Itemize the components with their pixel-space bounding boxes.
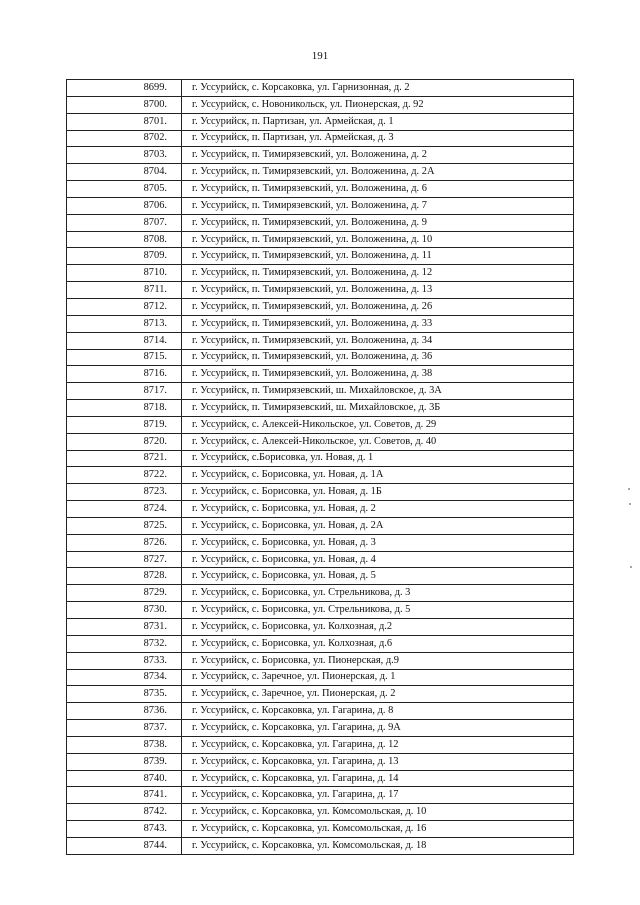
table-row xyxy=(67,669,574,686)
row-number: 8709. xyxy=(67,248,182,265)
table-row xyxy=(67,298,574,315)
address-cell: г. Уссурийск, п. Тимирязевский, ш. Михайловское, д. 3А xyxy=(182,383,574,400)
address-cell: г. Уссурийск, с. Корсаковка, ул. Гагарина, д. 14 xyxy=(182,770,574,787)
row-number: 8717. xyxy=(67,383,182,400)
row-number: 8714. xyxy=(67,332,182,349)
address-table-body xyxy=(67,80,574,855)
row-number: 8703. xyxy=(67,147,182,164)
table-row xyxy=(67,315,574,332)
row-number: 8738. xyxy=(67,736,182,753)
table-row xyxy=(67,837,574,854)
address-cell: г. Уссурийск, с. Борисовка, ул. Новая, д. 2А xyxy=(182,517,574,534)
address-cell: г. Уссурийск, с. Борисовка, ул. Колхозная, д.2 xyxy=(182,619,574,636)
row-number: 8739. xyxy=(67,753,182,770)
row-number: 8719. xyxy=(67,416,182,433)
address-cell: г. Уссурийск, с. Корсаковка, ул. Комсомольская, д. 18 xyxy=(182,837,574,854)
table-row xyxy=(67,753,574,770)
table-row xyxy=(67,433,574,450)
address-cell: г. Уссурийск, с. Корсаковка, ул. Гарнизонная, д. 2 xyxy=(182,80,574,97)
table-row xyxy=(67,720,574,737)
scan-speck xyxy=(630,566,632,568)
table-row xyxy=(67,197,574,214)
page-number: 191 xyxy=(311,50,329,62)
row-number: 8740. xyxy=(67,770,182,787)
table-row xyxy=(67,96,574,113)
table-row xyxy=(67,130,574,147)
row-number: 8734. xyxy=(67,669,182,686)
table-row xyxy=(67,568,574,585)
row-number: 8744. xyxy=(67,837,182,854)
address-cell: г. Уссурийск, с. Борисовка, ул. Колхозная, д.6 xyxy=(182,635,574,652)
table-row xyxy=(67,501,574,518)
table-row xyxy=(67,821,574,838)
scan-speck xyxy=(628,488,630,490)
address-cell: г. Уссурийск, п. Тимирязевский, ш. Михайловское, д. 3Б xyxy=(182,400,574,417)
row-number: 8741. xyxy=(67,787,182,804)
address-cell: г. Уссурийск, п. Тимирязевский, ул. Воложенина, д. 26 xyxy=(182,298,574,315)
address-cell: г. Уссурийск, п. Тимирязевский, ул. Воложенина, д. 7 xyxy=(182,197,574,214)
row-number: 8723. xyxy=(67,484,182,501)
address-cell: г. Уссурийск, п. Тимирязевский, ул. Воложенина, д. 36 xyxy=(182,349,574,366)
address-cell: г. Уссурийск, с. Борисовка, ул. Стрельникова, д. 5 xyxy=(182,602,574,619)
row-number: 8706. xyxy=(67,197,182,214)
table-row xyxy=(67,332,574,349)
table-row xyxy=(67,113,574,130)
table-row xyxy=(67,147,574,164)
row-number: 8715. xyxy=(67,349,182,366)
address-table xyxy=(66,79,574,855)
scan-speck xyxy=(629,503,631,505)
table-row xyxy=(67,181,574,198)
row-number: 8711. xyxy=(67,282,182,299)
table-row xyxy=(67,484,574,501)
table-row xyxy=(67,164,574,181)
table-row xyxy=(67,265,574,282)
row-number: 8700. xyxy=(67,96,182,113)
table-row xyxy=(67,517,574,534)
row-number: 8727. xyxy=(67,551,182,568)
address-cell: г. Уссурийск, с. Борисовка, ул. Новая, д. 2 xyxy=(182,501,574,518)
row-number: 8722. xyxy=(67,467,182,484)
address-cell: г. Уссурийск, п. Тимирязевский, ул. Воложенина, д. 38 xyxy=(182,366,574,383)
address-cell: г. Уссурийск, с. Борисовка, ул. Новая, д. 5 xyxy=(182,568,574,585)
address-cell: г. Уссурийск, с. Корсаковка, ул. Гагарина, д. 13 xyxy=(182,753,574,770)
table-row xyxy=(67,366,574,383)
address-cell: г. Уссурийск, п. Тимирязевский, ул. Воложенина, д. 2А xyxy=(182,164,574,181)
row-number: 8702. xyxy=(67,130,182,147)
address-cell: г. Уссурийск, п. Тимирязевский, ул. Воложенина, д. 12 xyxy=(182,265,574,282)
table-row xyxy=(67,585,574,602)
row-number: 8728. xyxy=(67,568,182,585)
address-cell: г. Уссурийск, с. Алексей-Никольское, ул. Советов, д. 40 xyxy=(182,433,574,450)
table-row xyxy=(67,736,574,753)
row-number: 8699. xyxy=(67,80,182,97)
row-number: 8707. xyxy=(67,214,182,231)
row-number: 8733. xyxy=(67,652,182,669)
address-cell: г. Уссурийск, п. Тимирязевский, ул. Воложенина, д. 2 xyxy=(182,147,574,164)
row-number: 8742. xyxy=(67,804,182,821)
table-row xyxy=(67,231,574,248)
table-row xyxy=(67,619,574,636)
address-cell: г. Уссурийск, с. Борисовка, ул. Новая, д. 3 xyxy=(182,534,574,551)
row-number: 8718. xyxy=(67,400,182,417)
table-row xyxy=(67,467,574,484)
row-number: 8726. xyxy=(67,534,182,551)
address-cell: г. Уссурийск, п. Тимирязевский, ул. Воложенина, д. 10 xyxy=(182,231,574,248)
address-cell: г. Уссурийск, с. Корсаковка, ул. Гагарина, д. 12 xyxy=(182,736,574,753)
row-number: 8701. xyxy=(67,113,182,130)
table-row xyxy=(67,450,574,467)
address-cell: г. Уссурийск, с. Алексей-Никольское, ул. Советов, д. 29 xyxy=(182,416,574,433)
row-number: 8743. xyxy=(67,821,182,838)
table-row xyxy=(67,652,574,669)
row-number: 8737. xyxy=(67,720,182,737)
address-cell: г. Уссурийск, с. Корсаковка, ул. Комсомольская, д. 16 xyxy=(182,821,574,838)
table-row xyxy=(67,248,574,265)
address-cell: г. Уссурийск, п. Тимирязевский, ул. Воложенина, д. 34 xyxy=(182,332,574,349)
row-number: 8712. xyxy=(67,298,182,315)
row-number: 8730. xyxy=(67,602,182,619)
table-row xyxy=(67,551,574,568)
table-row xyxy=(67,770,574,787)
address-cell: г. Уссурийск, с. Корсаковка, ул. Комсомольская, д. 10 xyxy=(182,804,574,821)
address-cell: г. Уссурийск, с. Заречное, ул. Пионерская, д. 2 xyxy=(182,686,574,703)
row-number: 8731. xyxy=(67,619,182,636)
address-cell: г. Уссурийск, п. Тимирязевский, ул. Воложенина, д. 11 xyxy=(182,248,574,265)
row-number: 8720. xyxy=(67,433,182,450)
address-cell: г. Уссурийск, с. Новоникольск, ул. Пионерская, д. 92 xyxy=(182,96,574,113)
row-number: 8736. xyxy=(67,703,182,720)
address-cell: г. Уссурийск, с. Заречное, ул. Пионерская, д. 1 xyxy=(182,669,574,686)
table-row xyxy=(67,282,574,299)
table-row xyxy=(67,804,574,821)
address-cell: г. Уссурийск, с. Борисовка, ул. Новая, д. 4 xyxy=(182,551,574,568)
table-row xyxy=(67,349,574,366)
table-row xyxy=(67,383,574,400)
table-row xyxy=(67,686,574,703)
row-number: 8713. xyxy=(67,315,182,332)
address-cell: г. Уссурийск, п. Партизан, ул. Армейская, д. 1 xyxy=(182,113,574,130)
table-row xyxy=(67,416,574,433)
row-number: 8705. xyxy=(67,181,182,198)
row-number: 8729. xyxy=(67,585,182,602)
address-cell: г. Уссурийск, с. Борисовка, ул. Новая, д. 1А xyxy=(182,467,574,484)
address-cell: г. Уссурийск, с. Борисовка, ул. Новая, д. 1Б xyxy=(182,484,574,501)
row-number: 8735. xyxy=(67,686,182,703)
address-cell: г. Уссурийск, п. Тимирязевский, ул. Воложенина, д. 6 xyxy=(182,181,574,198)
table-row xyxy=(67,400,574,417)
row-number: 8708. xyxy=(67,231,182,248)
address-cell: г. Уссурийск, п. Тимирязевский, ул. Воложенина, д. 33 xyxy=(182,315,574,332)
address-cell: г. Уссурийск, с. Корсаковка, ул. Гагарина, д. 17 xyxy=(182,787,574,804)
table-row xyxy=(67,635,574,652)
address-cell: г. Уссурийск, с.Борисовка, ул. Новая, д. 1 xyxy=(182,450,574,467)
address-cell: г. Уссурийск, с. Борисовка, ул. Пионерская, д.9 xyxy=(182,652,574,669)
row-number: 8732. xyxy=(67,635,182,652)
table-row xyxy=(67,80,574,97)
table-row xyxy=(67,534,574,551)
row-number: 8716. xyxy=(67,366,182,383)
address-cell: г. Уссурийск, с. Корсаковка, ул. Гагарина, д. 8 xyxy=(182,703,574,720)
row-number: 8721. xyxy=(67,450,182,467)
table-row xyxy=(67,703,574,720)
address-cell: г. Уссурийск, п. Партизан, ул. Армейская, д. 3 xyxy=(182,130,574,147)
address-cell: г. Уссурийск, п. Тимирязевский, ул. Воложенина, д. 13 xyxy=(182,282,574,299)
table-row xyxy=(67,214,574,231)
row-number: 8725. xyxy=(67,517,182,534)
row-number: 8724. xyxy=(67,501,182,518)
address-cell: г. Уссурийск, с. Корсаковка, ул. Гагарина, д. 9А xyxy=(182,720,574,737)
table-row xyxy=(67,602,574,619)
address-cell: г. Уссурийск, с. Борисовка, ул. Стрельникова, д. 3 xyxy=(182,585,574,602)
table-row xyxy=(67,787,574,804)
address-cell: г. Уссурийск, п. Тимирязевский, ул. Воложенина, д. 9 xyxy=(182,214,574,231)
row-number: 8704. xyxy=(67,164,182,181)
row-number: 8710. xyxy=(67,265,182,282)
